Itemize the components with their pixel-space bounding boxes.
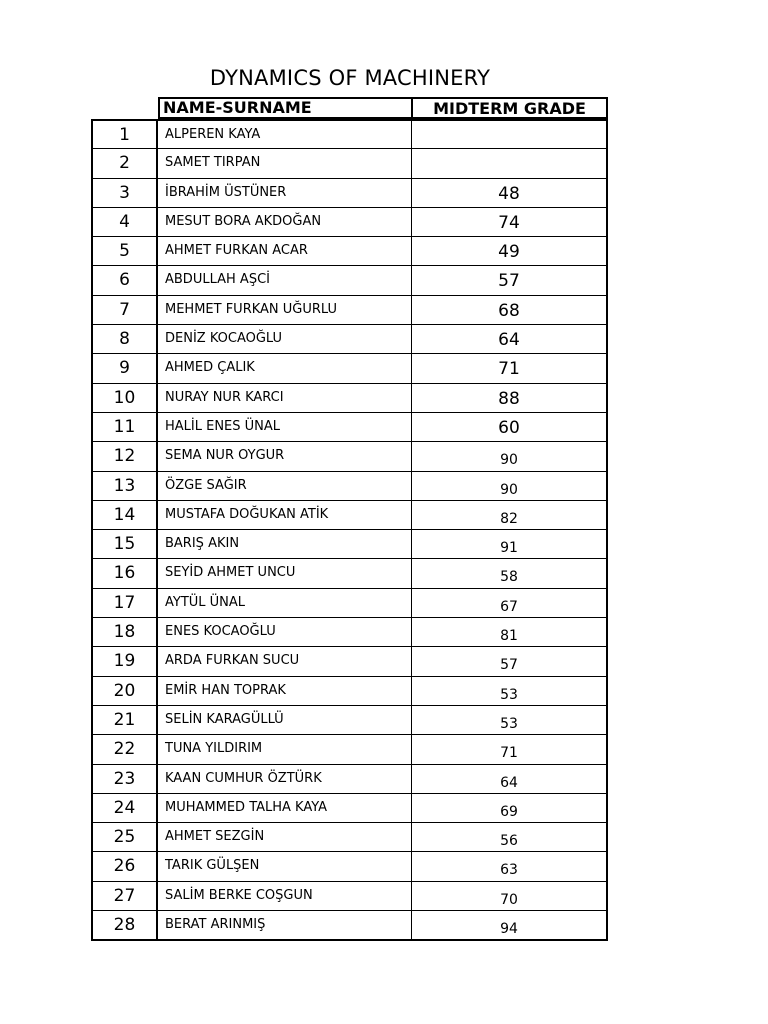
table-row [91, 178, 608, 207]
student-name: AYTÜL ÜNAL [158, 589, 412, 617]
table-row [91, 353, 608, 382]
table-row [91, 676, 608, 705]
midterm-grade: 53 [412, 706, 608, 734]
midterm-grade: 53 [412, 677, 608, 705]
midterm-grade: 57 [412, 266, 608, 294]
student-name: AHMET FURKAN ACAR [158, 237, 412, 265]
row-number: 25 [91, 823, 158, 851]
row-number: 23 [91, 765, 158, 793]
table-row [91, 441, 608, 470]
student-name: TUNA YILDIRIM [158, 735, 412, 763]
student-name: EMİR HAN TOPRAK [158, 677, 412, 705]
row-number: 28 [91, 911, 158, 939]
table-row [91, 734, 608, 763]
student-name: NURAY NUR KARCI [158, 384, 412, 412]
row-number: 18 [91, 618, 158, 646]
midterm-grade: 49 [412, 237, 608, 265]
midterm-grade: 94 [412, 911, 608, 939]
row-number: 15 [91, 530, 158, 558]
student-name: MESUT BORA AKDOĞAN [158, 208, 412, 236]
student-name: SEMA NUR OYGUR [158, 442, 412, 470]
midterm-grade: 48 [412, 179, 608, 207]
table-row [91, 910, 608, 939]
student-name: BARIŞ AKIN [158, 530, 412, 558]
midterm-grade: 71 [412, 354, 608, 382]
row-number: 7 [91, 296, 158, 324]
row-number: 19 [91, 647, 158, 675]
midterm-grade: 90 [412, 472, 608, 500]
student-name: SALİM BERKE COŞGUN [158, 882, 412, 910]
table-row [91, 851, 608, 880]
table-row [91, 793, 608, 822]
table-row [91, 500, 608, 529]
row-number: 5 [91, 237, 158, 265]
row-number: 3 [91, 179, 158, 207]
student-name: SELİN KARAGÜLLÜ [158, 706, 412, 734]
midterm-grade: 58 [412, 559, 608, 587]
table-row [91, 295, 608, 324]
student-name: AHMED ÇALIK [158, 354, 412, 382]
row-number: 6 [91, 266, 158, 294]
midterm-grade: 71 [412, 735, 608, 763]
row-number: 17 [91, 589, 158, 617]
student-name: BERAT ARINMIŞ [158, 911, 412, 939]
row-number: 27 [91, 882, 158, 910]
student-name: TARIK GÜLŞEN [158, 852, 412, 880]
student-name: ARDA FURKAN SUCU [158, 647, 412, 675]
row-number: 10 [91, 384, 158, 412]
midterm-grade: 91 [412, 530, 608, 558]
midterm-grade: 67 [412, 589, 608, 617]
table-row [91, 265, 608, 294]
table-row [91, 412, 608, 441]
student-name: İBRAHİM ÜSTÜNER [158, 179, 412, 207]
table-row [91, 822, 608, 851]
table-row [91, 324, 608, 353]
row-number: 9 [91, 354, 158, 382]
column-header-grade: MIDTERM GRADE [411, 97, 608, 119]
midterm-grade: 60 [412, 413, 608, 441]
row-number: 24 [91, 794, 158, 822]
row-number: 12 [91, 442, 158, 470]
midterm-grade: 57 [412, 647, 608, 675]
row-number: 8 [91, 325, 158, 353]
row-number: 11 [91, 413, 158, 441]
midterm-grade [412, 149, 608, 177]
row-number: 16 [91, 559, 158, 587]
table-row [91, 383, 608, 412]
student-name: DENİZ KOCAOĞLU [158, 325, 412, 353]
grades-table [91, 119, 608, 941]
row-number: 1 [91, 121, 158, 148]
table-row [91, 617, 608, 646]
student-name: MEHMET FURKAN UĞURLU [158, 296, 412, 324]
table-header [158, 97, 608, 119]
student-name: SAMET TIRPAN [158, 149, 412, 177]
table-row [91, 646, 608, 675]
midterm-grade [412, 121, 608, 148]
table-row [91, 705, 608, 734]
midterm-grade: 68 [412, 296, 608, 324]
midterm-grade: 69 [412, 794, 608, 822]
table-row [91, 881, 608, 910]
student-name: AHMET SEZGİN [158, 823, 412, 851]
midterm-grade: 90 [412, 442, 608, 470]
midterm-grade: 64 [412, 325, 608, 353]
student-name: ALPEREN KAYA [158, 121, 412, 148]
page-title: DYNAMICS OF MACHINERY [209, 66, 491, 90]
table-row [91, 588, 608, 617]
midterm-grade: 74 [412, 208, 608, 236]
midterm-grade: 56 [412, 823, 608, 851]
midterm-grade: 81 [412, 618, 608, 646]
student-name: MUSTAFA DOĞUKAN ATİK [158, 501, 412, 529]
student-name: ABDULLAH AŞCİ [158, 266, 412, 294]
row-number: 13 [91, 472, 158, 500]
column-header-name: NAME-SURNAME [158, 97, 411, 119]
table-row [91, 471, 608, 500]
midterm-grade: 70 [412, 882, 608, 910]
row-number: 14 [91, 501, 158, 529]
student-name: ENES KOCAOĞLU [158, 618, 412, 646]
table-row [91, 529, 608, 558]
table-row [91, 119, 608, 148]
student-name: KAAN CUMHUR ÖZTÜRK [158, 765, 412, 793]
midterm-grade: 63 [412, 852, 608, 880]
row-number: 4 [91, 208, 158, 236]
row-number: 20 [91, 677, 158, 705]
table-row [91, 148, 608, 177]
table-row [91, 558, 608, 587]
table-row [91, 764, 608, 793]
table-row [91, 207, 608, 236]
midterm-grade: 88 [412, 384, 608, 412]
row-number: 26 [91, 852, 158, 880]
row-number: 22 [91, 735, 158, 763]
table-row [91, 236, 608, 265]
student-name: SEYİD AHMET UNCU [158, 559, 412, 587]
student-name: MUHAMMED TALHA KAYA [158, 794, 412, 822]
row-number: 21 [91, 706, 158, 734]
row-number: 2 [91, 149, 158, 177]
student-name: ÖZGE SAĞIR [158, 472, 412, 500]
student-name: HALİL ENES ÜNAL [158, 413, 412, 441]
midterm-grade: 64 [412, 765, 608, 793]
midterm-grade: 82 [412, 501, 608, 529]
